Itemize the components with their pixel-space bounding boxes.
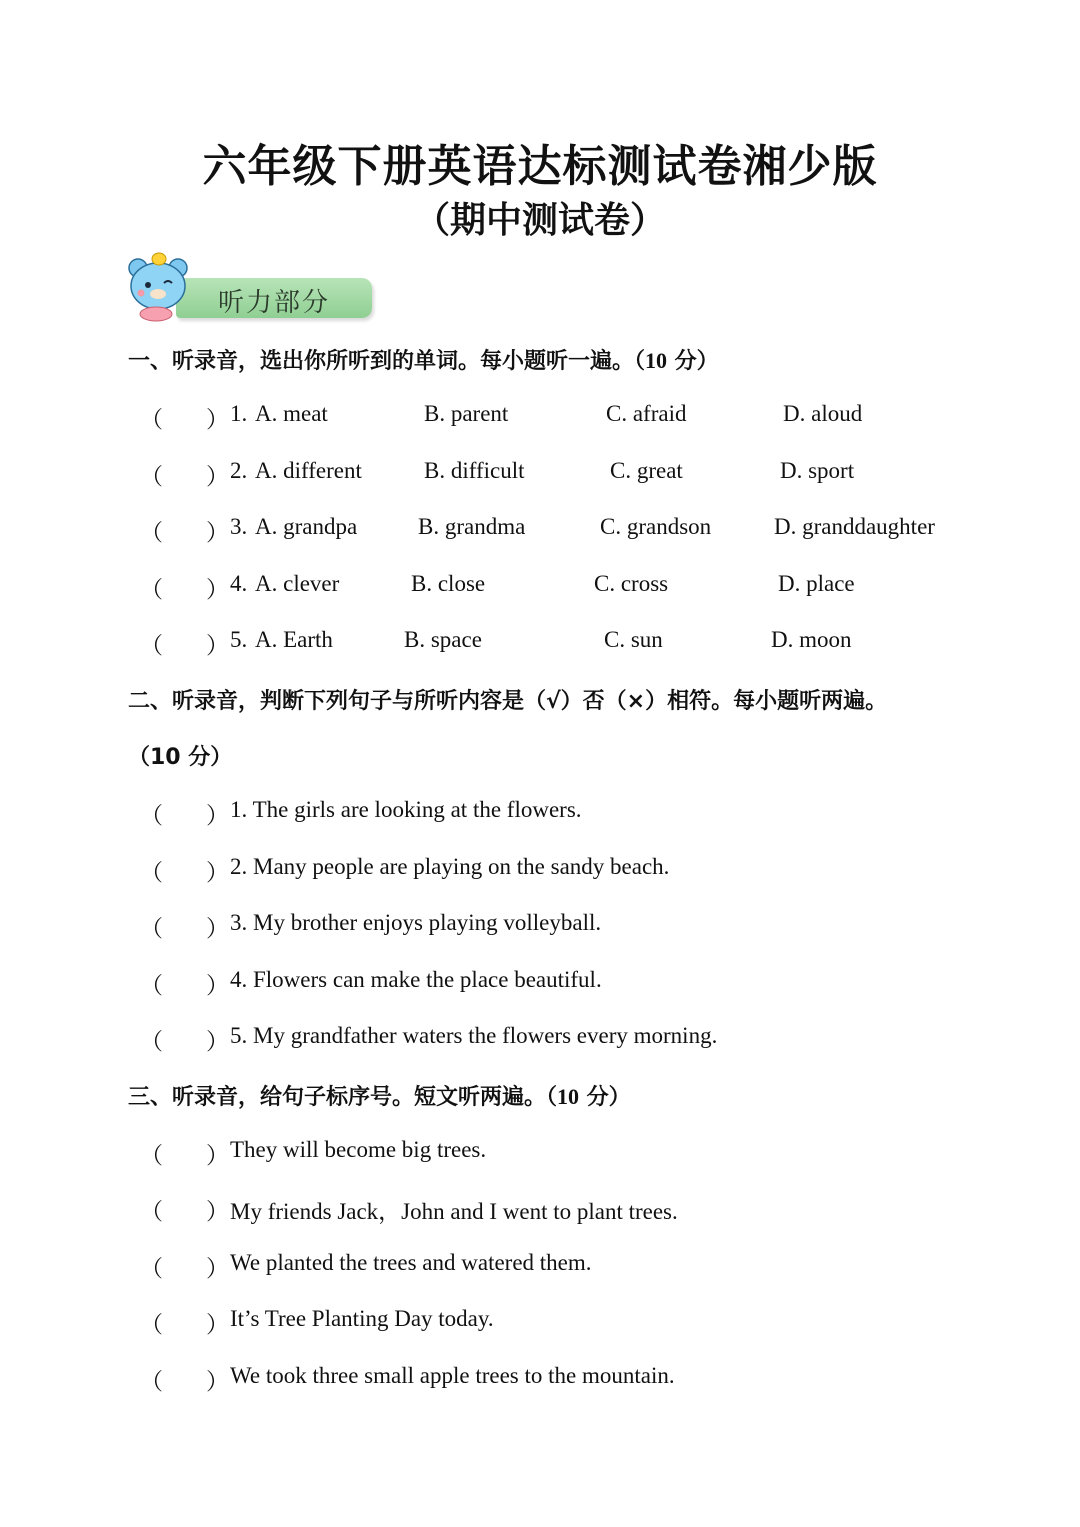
ordering-row: （ ） They will become big trees. bbox=[140, 1137, 487, 1168]
section-3-heading: 三、听录音，给句子标序号。短文听两遍。（10 分） bbox=[128, 1084, 631, 1110]
section-banner bbox=[126, 250, 376, 322]
statement-row: （ ） 5. My grandfather waters the flowers every morning. bbox=[140, 1023, 718, 1054]
section-2-heading: 二、听录音，判断下列句子与所听内容是（√）否（×）相符。每小题听两遍。 bbox=[128, 689, 888, 714]
ordering-row: （ ） We planted the trees and watered them. bbox=[140, 1250, 592, 1281]
bear-mascot-icon bbox=[126, 250, 190, 322]
ordering-row: （ ） We took three small apple trees to the mountain. bbox=[140, 1363, 675, 1394]
statement-row: （ ） 4. Flowers can make the place beautiful. bbox=[140, 967, 602, 998]
page-title: 六年级下册英语达标测试卷湘少版 bbox=[202, 141, 878, 192]
statement-row: （ ） 3. My brother enjoys playing volleyball. bbox=[140, 910, 602, 941]
page-subtitle: （期中测试卷） bbox=[413, 200, 666, 241]
ordering-row: （ ） It’s Tree Planting Day today. bbox=[140, 1306, 494, 1337]
section-2-heading-points: （10 分） bbox=[128, 745, 233, 770]
question-row: （ ） 4. A. clever B. close C. cross D. place bbox=[140, 571, 855, 602]
section-1-heading: 一、听录音，选出你所听到的单词。每小题听一遍。（10 分） bbox=[128, 348, 719, 374]
statement-row: （ ） 1. The girls are looking at the flowers. bbox=[140, 797, 582, 828]
question-row: （ ） 5. A. Earth B. space C. sun D. moon bbox=[140, 627, 852, 658]
question-row: （ ） 2. A. different B. difficult C. great D. sport bbox=[140, 458, 855, 489]
question-row: （ ） 3. A. grandpa B. grandma C. grandson D. granddaughter bbox=[140, 514, 935, 545]
banner-label: 听力部分 bbox=[218, 288, 331, 318]
statement-row: （ ） 2. Many people are playing on the sandy beach. bbox=[140, 854, 670, 885]
ordering-row: （ ） My friends Jack，John and I went to plant trees. bbox=[140, 1199, 678, 1224]
question-row: （ ） 1. A. meat B. parent C. afraid D. aloud bbox=[140, 401, 863, 432]
